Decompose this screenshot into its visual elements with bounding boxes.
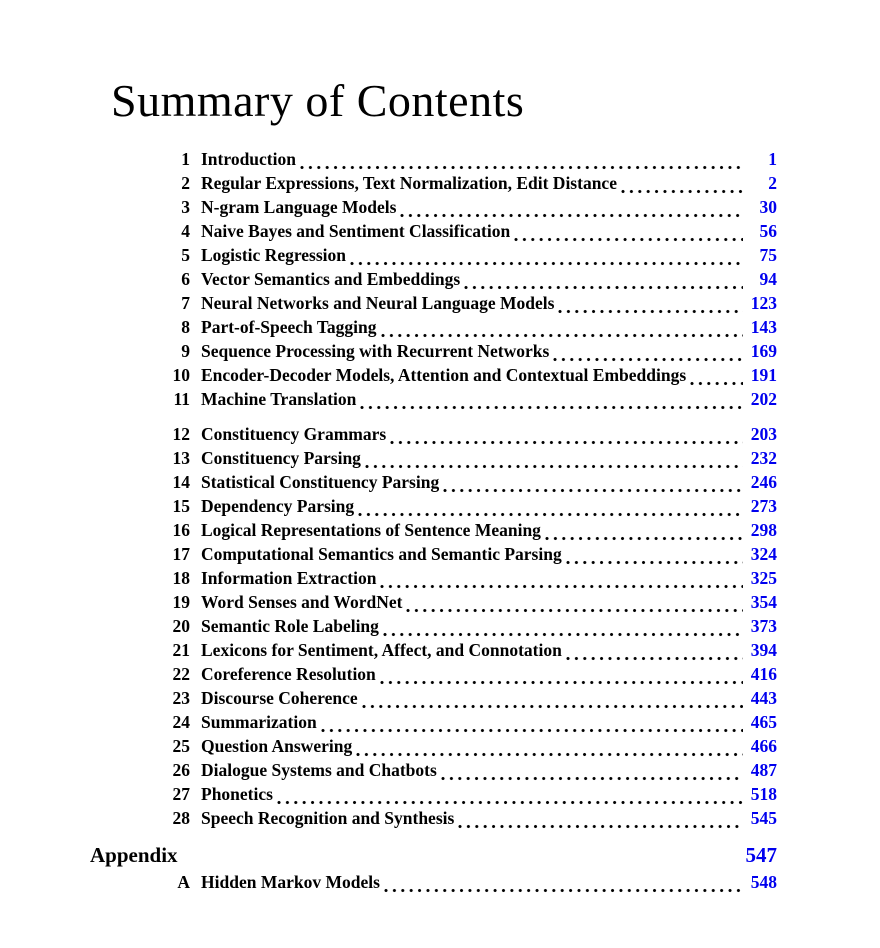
dot-leader	[321, 728, 743, 733]
chapter-title: Encoder-Decoder Models, Attention and Contextual Embeddings	[201, 365, 687, 385]
page-number-link[interactable]: 394	[750, 640, 777, 660]
page-number-link[interactable]: 487	[750, 760, 777, 780]
page-number-link[interactable]: 325	[750, 568, 777, 588]
page-number-link[interactable]: 548	[750, 872, 777, 892]
chapter-number: 20	[172, 616, 190, 636]
chapter-title: Neural Networks and Neural Language Models	[201, 293, 555, 313]
appendix-label: Appendix	[90, 843, 178, 867]
toc-entry	[165, 592, 777, 616]
dot-leader	[380, 680, 743, 685]
chapter-number: 27	[172, 784, 190, 804]
chapter-number: 25	[172, 736, 190, 756]
chapter-title: Logistic Regression	[201, 245, 347, 265]
toc-entry	[165, 173, 777, 197]
toc-entry	[165, 472, 777, 496]
chapter-title: Vector Semantics and Embeddings	[201, 269, 461, 289]
page-number-link[interactable]: 246	[750, 472, 777, 492]
toc-entry	[165, 872, 777, 896]
dot-leader	[390, 440, 743, 445]
dot-leader	[464, 285, 743, 290]
chapter-number: 12	[172, 424, 190, 444]
toc-entry	[165, 245, 777, 269]
dot-leader	[277, 800, 743, 805]
chapter-number: 23	[172, 688, 190, 708]
chapter-title: Lexicons for Sentiment, Affect, and Connotation	[201, 640, 562, 660]
page-number-link[interactable]: 443	[750, 688, 777, 708]
toc-entry	[165, 664, 777, 688]
toc-entry	[165, 221, 777, 245]
toc-group	[90, 424, 777, 832]
dot-leader	[365, 464, 743, 469]
dot-leader	[514, 237, 743, 242]
page-number-link[interactable]: 416	[750, 664, 777, 684]
page-number-link[interactable]: 94	[759, 269, 777, 289]
chapter-title: Phonetics	[201, 784, 273, 804]
dot-leader	[350, 261, 743, 266]
dot-leader	[441, 776, 743, 781]
dot-leader	[381, 333, 744, 338]
page-number-link[interactable]: 273	[750, 496, 777, 516]
chapter-title: Logical Representations of Sentence Meaning	[201, 520, 541, 540]
chapter-title: Semantic Role Labeling	[201, 616, 379, 636]
toc-entry	[165, 197, 777, 221]
chapter-title: Statistical Constituency Parsing	[201, 472, 440, 492]
chapter-number: 2	[181, 173, 190, 193]
toc-entry	[165, 616, 777, 640]
dot-leader	[621, 189, 743, 194]
chapter-number: 21	[172, 640, 190, 660]
chapter-number: 8	[181, 317, 190, 337]
chapter-title: Dialogue Systems and Chatbots	[201, 760, 437, 780]
chapter-title: Hidden Markov Models	[201, 872, 380, 892]
chapter-title: Discourse Coherence	[201, 688, 358, 708]
toc-entry	[165, 448, 777, 472]
chapter-number: 11	[173, 389, 190, 409]
chapter-number: 3	[181, 197, 190, 217]
dot-leader	[362, 704, 743, 709]
chapter-title: Constituency Parsing	[201, 448, 361, 468]
dot-leader	[400, 213, 743, 218]
page-number-link[interactable]: 203	[750, 424, 777, 444]
chapter-number: 4	[181, 221, 190, 241]
toc-entry	[165, 520, 777, 544]
page-number-link[interactable]: 143	[750, 317, 777, 337]
dot-leader	[443, 488, 743, 493]
toc-entry	[165, 712, 777, 736]
appendix-heading	[90, 843, 777, 872]
page-number-link[interactable]: 202	[750, 389, 777, 409]
toc-entry	[165, 784, 777, 808]
toc-entry	[165, 317, 777, 341]
chapter-number: 1	[181, 149, 190, 169]
dot-leader	[356, 752, 743, 757]
dot-leader	[566, 560, 743, 565]
chapter-title: Sequence Processing with Recurrent Networks	[201, 341, 550, 361]
page-number-link[interactable]: 373	[750, 616, 777, 636]
toc-entry	[165, 389, 777, 413]
chapter-number: 7	[181, 293, 190, 313]
chapter-title: Machine Translation	[201, 389, 357, 409]
dot-leader	[406, 608, 743, 613]
toc-entry	[165, 424, 777, 448]
page-number-link[interactable]: 466	[750, 736, 777, 756]
chapter-number: 19	[172, 592, 190, 612]
toc-entry	[165, 149, 777, 173]
dot-leader	[383, 632, 743, 637]
chapter-title: Question Answering	[201, 736, 353, 756]
chapter-number: 24	[172, 712, 190, 732]
dot-leader	[553, 357, 743, 362]
page-number-link[interactable]: 232	[750, 448, 777, 468]
page-title: Summary of Contents	[111, 75, 525, 126]
page-number-link[interactable]: 75	[759, 245, 777, 265]
chapter-title: N-gram Language Models	[201, 197, 397, 217]
chapter-number: 14	[172, 472, 190, 492]
toc-entry	[165, 688, 777, 712]
page-number-link[interactable]: 56	[759, 221, 777, 241]
dot-leader	[358, 512, 743, 517]
chapter-title: Computational Semantics and Semantic Parsing	[201, 544, 562, 564]
chapter-title: Introduction	[201, 149, 296, 169]
chapter-title: Word Senses and WordNet	[201, 592, 403, 612]
toc-group	[90, 149, 777, 413]
chapter-number: 5	[181, 245, 190, 265]
toc-entry	[165, 568, 777, 592]
page-number-link[interactable]: 324	[750, 544, 777, 564]
chapter-number: 28	[172, 808, 190, 828]
page-number-link[interactable]: 123	[750, 293, 777, 313]
chapter-title: Naive Bayes and Sentiment Classification	[201, 221, 511, 241]
chapter-number: 26	[172, 760, 190, 780]
toc-entry	[165, 640, 777, 664]
dot-leader	[380, 584, 743, 589]
toc-entry	[165, 341, 777, 365]
chapter-title: Dependency Parsing	[201, 496, 355, 516]
chapter-title: Information Extraction	[201, 568, 377, 588]
toc-entry	[165, 760, 777, 784]
toc-groups	[90, 149, 777, 832]
toc-entry	[165, 269, 777, 293]
chapter-number: 9	[181, 341, 190, 361]
toc-entry	[165, 365, 777, 389]
page-number-link[interactable]: 298	[750, 520, 777, 540]
dot-leader	[384, 888, 743, 893]
appendix-page-number[interactable]: 547	[745, 843, 777, 867]
chapter-title: Speech Recognition and Synthesis	[201, 808, 455, 828]
dot-leader	[360, 405, 743, 410]
dot-leader	[690, 381, 743, 386]
chapter-number: 13	[172, 448, 190, 468]
page-number-link[interactable]: 169	[750, 341, 777, 361]
page-number-link[interactable]: 545	[750, 808, 777, 828]
page-number-link[interactable]: 2	[768, 173, 777, 193]
dot-leader	[545, 536, 743, 541]
dot-leader	[458, 824, 743, 829]
table-of-contents	[90, 149, 777, 896]
toc-entry	[165, 808, 777, 832]
page-number-link[interactable]: 191	[750, 365, 777, 385]
appendix-entries	[90, 872, 777, 896]
page-number-link[interactable]: 1	[768, 149, 777, 169]
dot-leader	[300, 165, 743, 170]
chapter-number: 22	[172, 664, 190, 684]
chapter-number: 18	[172, 568, 190, 588]
toc-entry	[165, 293, 777, 317]
dot-leader	[566, 656, 743, 661]
chapter-title: Constituency Grammars	[201, 424, 387, 444]
chapter-number: 6	[181, 269, 190, 289]
page-number-link[interactable]: 465	[750, 712, 777, 732]
chapter-number: A	[177, 872, 190, 892]
chapter-title: Part-of-Speech Tagging	[201, 317, 377, 337]
page-number-link[interactable]: 518	[750, 784, 777, 804]
chapter-number: 16	[172, 520, 190, 540]
chapter-number: 15	[172, 496, 190, 516]
chapter-number: 17	[172, 544, 190, 564]
page-number-link[interactable]: 30	[759, 197, 777, 217]
chapter-title: Summarization	[201, 712, 317, 732]
toc-entry	[165, 736, 777, 760]
page-number-link[interactable]: 354	[750, 592, 777, 612]
chapter-title: Coreference Resolution	[201, 664, 376, 684]
chapter-title: Regular Expressions, Text Normalization, Edit Distance	[201, 173, 617, 193]
toc-entry	[165, 544, 777, 568]
toc-entry	[165, 496, 777, 520]
chapter-number: 10	[172, 365, 190, 385]
dot-leader	[558, 309, 743, 314]
